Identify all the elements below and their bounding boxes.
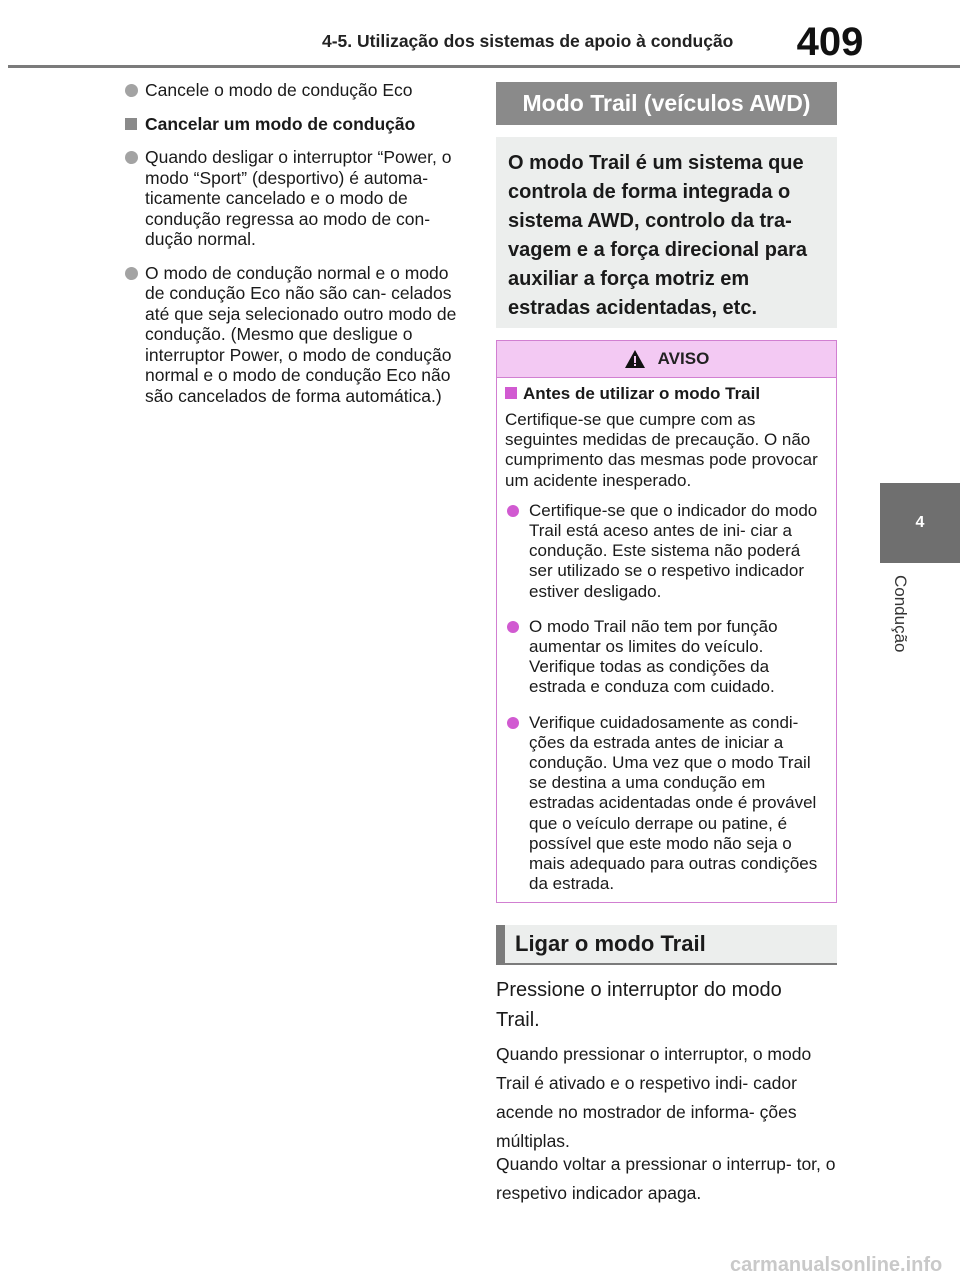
list-item: Certifique-se que o indicador do modo Trail está aceso antes de ini- ciar a condução. Este sistema não poderá ser utilizado se o respetivo indicador estiver desligado.: [505, 501, 828, 602]
warning-text: Certifique-se que cumpre com as seguintes medidas de precaução. O não cumprimento das mesmas pode provocar um acidente inesperado.: [505, 410, 818, 490]
list-item: O modo Trail não tem por função aumentar os limites do veículo. Verifique todas as condições da estrada e conduza com cuidado.: [505, 617, 828, 698]
bullet-icon: [125, 84, 138, 97]
intro-box: O modo Trail é um sistema que controla de forma integrada o sistema AWD, controlo da tra- vagem e a força direcional para auxiliar a força motriz em estradas acidentadas, etc.: [496, 137, 837, 328]
body-paragraph: Quando voltar a pressionar o interrup- tor, o respetivo indicador apaga.: [496, 1154, 836, 1203]
left-column: [125, 80, 470, 419]
list-item: Verifique cuidadosamente as condi- ções da estrada antes de iniciar a condução. Uma vez que o modo Trail se destina a uma condução em estradas acidentadas onde é provável que o veículo derrape ou patine, é possível que este modo não seja o mais adequado para outras condições da estrada.: [505, 713, 828, 895]
warning-body: [497, 378, 836, 894]
bullet-icon: [507, 505, 519, 517]
warning-header: [497, 341, 836, 378]
header-divider: [8, 65, 960, 68]
section-title-activate: Ligar o modo Trail: [496, 925, 837, 965]
warning-label: AVISO: [657, 349, 710, 368]
chapter-tab: [880, 483, 960, 563]
watermark: carmanualsonline.info: [730, 1254, 943, 1276]
chapter-label: Condução: [891, 575, 910, 653]
subheading: Cancelar um modo de condução: [125, 114, 470, 135]
chapter-number: 4: [915, 514, 925, 531]
warning-triangle-icon: [624, 349, 646, 369]
bullet-icon: [125, 267, 138, 280]
bullet-icon: [507, 621, 519, 633]
lead-paragraph: Pressione o interruptor do modo Trail.: [496, 979, 782, 1031]
body-paragraph: Quando pressionar o interruptor, o modo Trail é ativado e o respetivo indi- cador acende no mostrador de informa- ções múltiplas.: [496, 1044, 812, 1151]
warning-subheading: Antes de utilizar o modo Trail: [505, 384, 828, 404]
list-item: Quando desligar o interruptor “Power, o modo “Sport” (desportivo) é automa- ticamente cancelado e o modo de condução regressa ao modo de con- dução normal.: [125, 147, 470, 250]
page-number: 409: [796, 20, 864, 64]
list-item: Cancele o modo de condução Eco: [125, 80, 470, 101]
section-header: 4-5. Utilização dos sistemas de apoio à condução: [322, 31, 734, 51]
square-bullet-icon: [505, 387, 517, 399]
list-item: O modo de condução normal e o modo de condução Eco não são can- celados até que seja selecionado outro modo de condução. (Mesmo que desligue o interruptor Power, o modo de condução normal e o modo de condução Eco não são cancelados de forma automática.): [125, 263, 470, 407]
bullet-icon: [507, 717, 519, 729]
warning-box: [496, 340, 837, 903]
square-bullet-icon: [125, 118, 137, 130]
section-title-trail: Modo Trail (veículos AWD): [496, 82, 837, 125]
bullet-icon: [125, 151, 138, 164]
